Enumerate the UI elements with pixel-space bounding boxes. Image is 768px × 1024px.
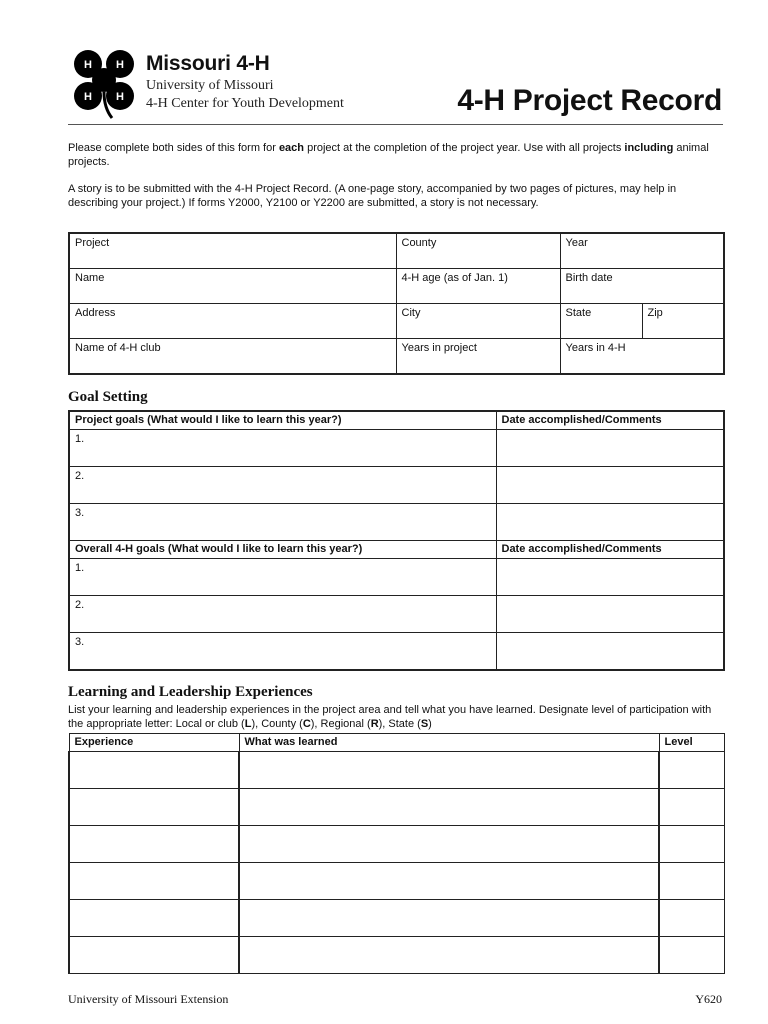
level-cell[interactable]	[659, 937, 724, 974]
table-row	[69, 863, 724, 900]
project-field[interactable]: Project	[69, 233, 396, 269]
overall-goal-2-date[interactable]	[496, 596, 724, 633]
county-field[interactable]: County	[396, 233, 560, 269]
brand-center: 4-H Center for Youth Development	[146, 96, 344, 111]
overall-goals-header: Overall 4-H goals (What would I like to learn this year?)	[69, 541, 496, 559]
level-cell[interactable]	[659, 863, 724, 900]
svg-text:H: H	[116, 91, 124, 103]
brand-university: University of Missouri	[146, 78, 274, 93]
table-row	[69, 900, 724, 937]
state-field[interactable]: State	[560, 304, 642, 339]
level-header: Level	[659, 734, 724, 752]
date-comments-header: Date accomplished/Comments	[496, 411, 724, 430]
learned-cell[interactable]	[239, 937, 659, 974]
svg-text:H: H	[84, 59, 92, 71]
svg-text:H: H	[116, 59, 124, 71]
learned-cell[interactable]	[239, 752, 659, 789]
four-leaf-clover-icon	[68, 46, 140, 122]
what-learned-header: What was learned	[239, 734, 659, 752]
experience-cell[interactable]	[69, 752, 239, 789]
learning-leadership-heading: Learning and Leadership Experiences	[68, 684, 313, 700]
member-info-table	[68, 232, 725, 375]
birth-date-field[interactable]: Birth date	[560, 269, 724, 304]
experience-cell[interactable]	[69, 789, 239, 826]
goal-setting-heading: Goal Setting	[68, 389, 148, 405]
zip-field[interactable]: Zip	[642, 304, 724, 339]
years-in-4h-field[interactable]: Years in 4-H	[560, 339, 724, 375]
overall-goal-1[interactable]: 1.	[69, 559, 496, 596]
project-goal-3[interactable]: 3.	[69, 504, 496, 541]
experience-cell[interactable]	[69, 826, 239, 863]
level-cell[interactable]	[659, 826, 724, 863]
address-field[interactable]: Address	[69, 304, 396, 339]
table-row	[69, 789, 724, 826]
overall-goal-3-date[interactable]	[496, 633, 724, 671]
learned-cell[interactable]	[239, 789, 659, 826]
table-row	[69, 937, 724, 974]
project-goal-3-date[interactable]	[496, 504, 724, 541]
level-cell[interactable]	[659, 752, 724, 789]
name-field[interactable]: Name	[69, 269, 396, 304]
overall-goal-2[interactable]: 2.	[69, 596, 496, 633]
footer-org: University of Missouri Extension	[68, 992, 229, 1006]
overall-goal-1-date[interactable]	[496, 559, 724, 596]
experience-cell[interactable]	[69, 900, 239, 937]
learning-instructions: List your learning and leadership experiences in the project area and tell what you have learned. Designate level of participation with the appropriate letter: Local or club (L), County (C), Regional (R), State (S)	[68, 704, 712, 730]
intro-paragraph-2: A story is to be submitted with the 4-H Project Record. (A one-page story, accompanied by two pages of pictures, may help in describing your project.) If forms Y2000, Y2100 or Y2200 are submitted, a story is not necessary.	[68, 183, 677, 209]
header-divider	[68, 124, 723, 125]
learned-cell[interactable]	[239, 863, 659, 900]
svg-text:H: H	[84, 91, 92, 103]
overall-goal-3[interactable]: 3.	[69, 633, 496, 671]
level-cell[interactable]	[659, 900, 724, 937]
brand-title: Missouri 4-H	[146, 52, 270, 75]
project-goals-header: Project goals (What would I like to learn this year?)	[69, 411, 496, 430]
intro-paragraph-1: Please complete both sides of this form for each project at the completion of the project year. Use with all projects including animal projects.	[68, 142, 709, 168]
year-field[interactable]: Year	[560, 233, 724, 269]
page-title: 4-H Project Record	[457, 84, 722, 117]
experiences-table	[68, 733, 725, 974]
project-goal-1[interactable]: 1.	[69, 430, 496, 467]
years-in-project-field[interactable]: Years in project	[396, 339, 560, 375]
project-goal-2-date[interactable]	[496, 467, 724, 504]
learned-cell[interactable]	[239, 826, 659, 863]
experience-header: Experience	[69, 734, 239, 752]
table-row	[69, 826, 724, 863]
project-goal-2[interactable]: 2.	[69, 467, 496, 504]
experience-cell[interactable]	[69, 937, 239, 974]
project-goal-1-date[interactable]	[496, 430, 724, 467]
city-field[interactable]: City	[396, 304, 560, 339]
goals-table	[68, 410, 725, 671]
overall-date-comments-header: Date accomplished/Comments	[496, 541, 724, 559]
age-field[interactable]: 4-H age (as of Jan. 1)	[396, 269, 560, 304]
form-number: Y620	[695, 992, 722, 1006]
level-cell[interactable]	[659, 789, 724, 826]
learned-cell[interactable]	[239, 900, 659, 937]
table-row	[69, 752, 724, 789]
experience-cell[interactable]	[69, 863, 239, 900]
club-field[interactable]: Name of 4-H club	[69, 339, 396, 375]
